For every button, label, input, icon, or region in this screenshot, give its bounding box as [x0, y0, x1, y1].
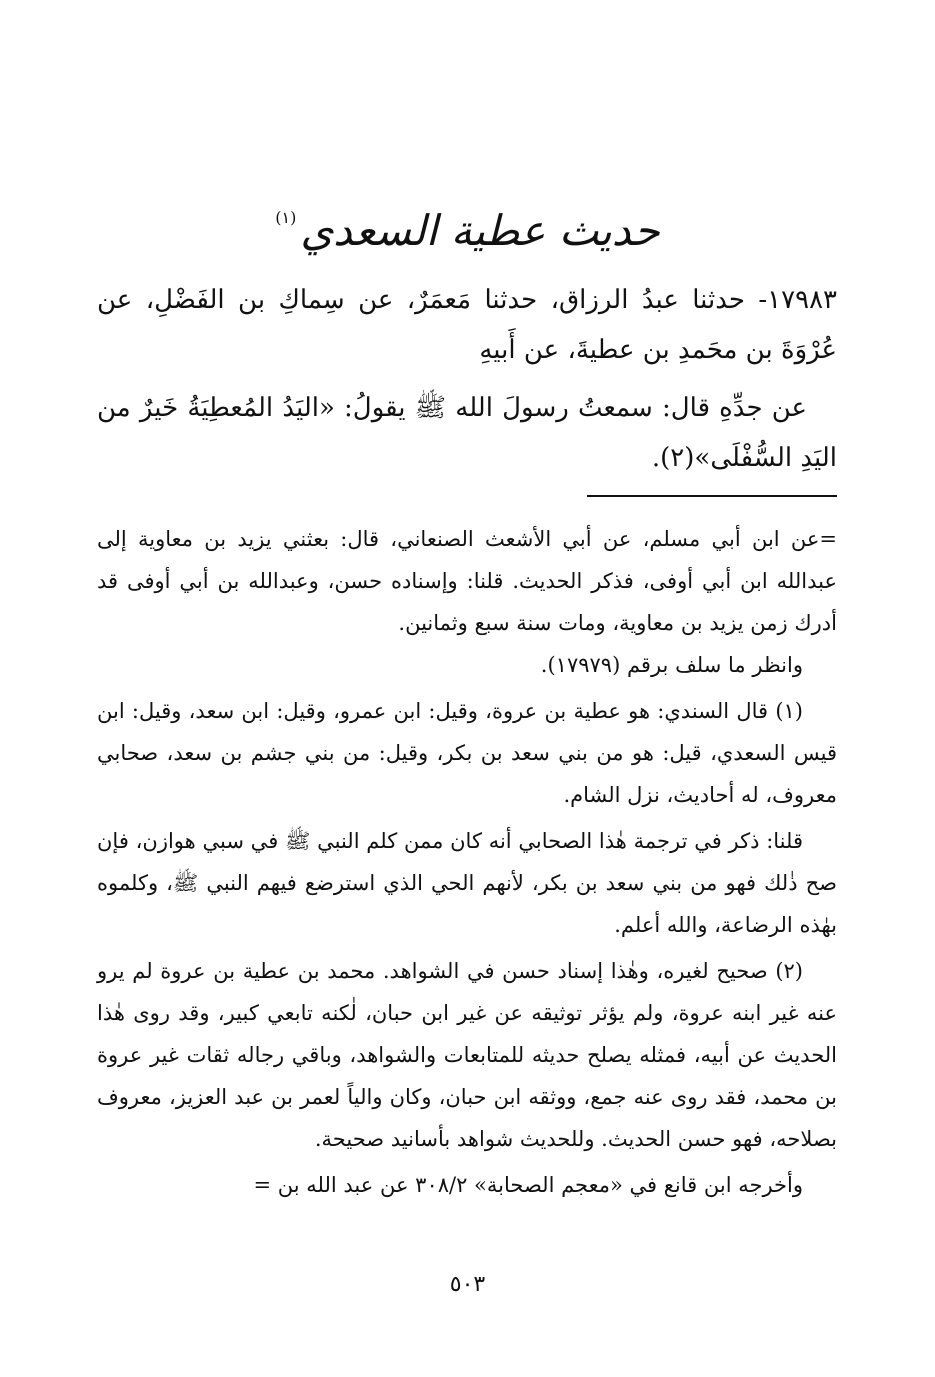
footnote-1-note: قلنا: ذكر في ترجمة هٰذا الصحابي أنه كان ممن كلم النبي ﷺ في سبي هوازن، فإن صح ذٰلك فهو من بني سعد بن بكر، لأنهم الحي الذي استرضع فيهم النبي ﷺ، وكلموه بهٰذه الرضاعة، والله أعلم.	[97, 829, 837, 937]
footnote-continuation: =عن ابن أبي مسلم، عن أبي الأشعث الصنعاني، قال: بعثني يزيد بن معاوية إلى عبدالله ابن أبي أوفى، فذكر الحديث. قلنا: وإسناده حسن، وعبدالله بن أبي أوفى قد أدرك زمن يزيد بن معاوية، ومات سنة سبع وثمانين.	[97, 527, 838, 635]
title-footnote-marker: (١)	[275, 208, 297, 227]
footnotes-section	[97, 518, 837, 1206]
hadith-text	[97, 275, 837, 483]
footnote-1: (١) قال السندي: هو عطية بن عروة، وقيل: ابن عمرو، وقيل: ابن سعد، وقيل: ابن قيس السعدي، قيل: هو من بني سعد بن بكر، وقيل: من بني جشم بن سعد، صحابي معروف، له أحاديث، نزل الشام.	[97, 699, 837, 807]
chapter-title: حديث عطية السعدي	[300, 206, 660, 255]
footnote-cross-reference: وانظر ما سلف برقم (١٧٩٧٩).	[540, 653, 803, 677]
page-number: ٥٠٣	[449, 1272, 486, 1297]
hadith-chain-paragraph: ١٧٩٨٣- حدثنا عبدُ الرزاق، حدثنا مَعمَرٌ، عن سِماكِ بن الفَضْلِ، عن عُرْوَةَ بن محَمدِ بن عطيةَ، عن أَبيهِ	[97, 285, 837, 365]
chapter-heading	[0, 188, 935, 261]
footnote-divider	[587, 495, 837, 497]
footnote-2: (٢) صحيح لغيره، وهٰذا إسناد حسن في الشواهد. محمد بن عطية بن عروة لم يرو عنه غير ابنه عروة، ولم يؤثر توثيقه عن غير ابن حبان، لٰكنه تابعي كبير، وقد روى هٰذا الحديث عن أبيه، فمثله يصلح حديثه للمتابعات والشواهد، وباقي رجاله ثقات غير عروة بن محمد، فقد روى عنه جمع، ووثقه ابن حبان، وكان والياً لعمر بن عبد العزيز، معروف بصلاحه، فهو حسن الحديث. وللحديث شواهد بأسانيد صحيحة.	[97, 959, 837, 1151]
footnote-2-source: وأخرجه ابن قانع في «معجم الصحابة» ٣٠٨/٢ عن عبد الله بن =	[253, 1173, 803, 1197]
hadith-matn-paragraph: عن جدِّهِ قال: سمعتُ رسولَ الله ﷺ يقولُ: «اليَدُ المُعطِيَةُ خَيرٌ من اليَدِ السُّفْلَى»(٢).	[97, 393, 837, 473]
